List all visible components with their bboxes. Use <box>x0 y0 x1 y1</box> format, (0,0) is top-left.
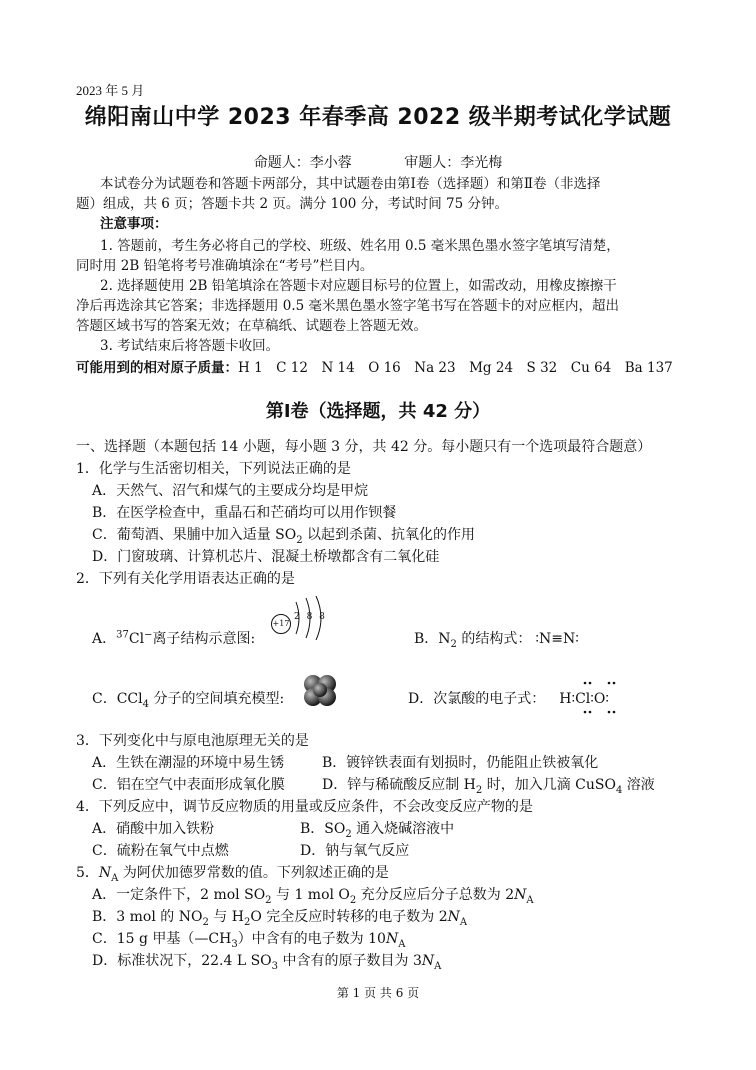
note1-line1: 1. 答题前，考生务必将自己的学校、班级、姓名用 0.5 毫米黑色墨水签字笔填写清楚， <box>100 238 620 254</box>
note2-line2: 净后再选涂其它答案；非选择题用 0.5 毫米黑色墨水签字笔书写在答题卡的对应框内，超出 <box>76 298 620 314</box>
q2-option-d: D．次氯酸的电子式： H∶Cl∶O∶ <box>408 691 610 707</box>
q2-stem: 2．下列有关化学用语表达正确的是 <box>76 571 295 587</box>
q2-option-c: C．CCl$_4$ 分子的空间填充模型: <box>92 691 285 710</box>
atom-nucleus-icon: +17 <box>271 614 291 634</box>
q4-option-d: D．钠与氧气反应 <box>300 843 410 859</box>
q1-option-c: C．葡萄酒、果脯中加入适量 $SO_2$ 以起到杀菌、抗氧化的作用 <box>92 527 476 546</box>
intro-line2: 题）组成，共 6 页；答题卡共 2 页。满分 100 分，考试时间 75 分钟。 <box>76 196 508 212</box>
note3: 3. 考试结束后将答题卡收回。 <box>100 338 280 354</box>
q3-option-a: A．生铁在潮湿的环境中易生锈 <box>92 755 285 771</box>
notes-title: 注意事项： <box>100 216 168 232</box>
q1-option-b: B．在医学检查中，重晶石和芒硝均可以用作钡餐 <box>92 505 397 521</box>
atomic-mass-line <box>76 358 673 378</box>
note1-line2: 同时用 2B 铅笔将考号准确填涂在“考号”栏目内。 <box>76 258 374 274</box>
page-footer: 第 1 页 共 6 页 <box>336 986 420 1000</box>
q4-stem: 4．下列反应中，调节反应物质的用量或反应条件，不会改变反应产物的是 <box>76 799 533 815</box>
q1-option-a: A．天然气、沼气和煤气的主要成分均是甲烷 <box>92 483 369 499</box>
q3-stem: 3．下列变化中与原电池原理无关的是 <box>76 733 309 749</box>
exam-date: 2023 年 5 月 <box>76 83 145 98</box>
atomic-mass-label: 可能用到的相对原子质量： <box>76 360 238 376</box>
q3-option-d: D．锌与稀硫酸反应制 $H_2$ 时，加入几滴 CuSO$_4$ 溶液 <box>322 777 655 796</box>
hclo-electron-formula: H∶Cl∶O∶ <box>559 691 610 707</box>
q5-option-a: A．一定条件下，2 mol $SO_2$ 与 1 mol $O_2$ 充分反应后分子总数为 $2N_A$ <box>92 887 534 906</box>
ccl4-model-icon <box>300 670 340 710</box>
q3-option-c: C．铝在空气中表面形成氧化膜 <box>92 777 285 793</box>
q4-option-c: C．硫粉在氧气中点燃 <box>92 843 229 859</box>
q1-stem: 1．化学与生活密切相关，下列说法正确的是 <box>76 461 351 477</box>
q4-option-a: A．硝酸中加入铁粉 <box>92 821 215 837</box>
q2-option-a: A．$^{37}$Cl−离子结构示意图: <box>92 629 256 647</box>
note2-line3: 答题区域书写的答案无效；在草稿纸、试题卷上答题无效。 <box>76 318 427 334</box>
section1-instructions: 一、选择题（本题包括 14 小题，每小题 3 分，共 42 分。每小题只有一个选项最符合题意） <box>76 439 652 455</box>
q5-option-b: B．3 mol 的 $NO_2$ 与 $H_2O$ 完全反应时转移的电子数为 $2N_A$ <box>92 909 468 928</box>
reviewer-label: 审题人：李光梅 <box>404 155 503 171</box>
note2-line1: 2. 选择题使用 2B 铅笔填涂在答题卡对应题目标号的位置上，如需改动，用橡皮擦擦干 <box>100 278 617 294</box>
lone-pair-dots-icon <box>576 680 626 716</box>
section1-title: 第Ⅰ卷（选择题，共 42 分） <box>265 401 491 422</box>
q5-stem: 5．$N_A$ 为阿伏加德罗常数的值。下列叙述正确的是 <box>76 865 389 884</box>
atomic-mass-values: H 1 C 12 N 14 O 16 Na 23 Mg 24 S 32 Cu 64 Ba 137 <box>238 360 673 376</box>
q1-option-d: D．门窗玻璃、计算机芯片、混凝土桥墩都含有二氧化硅 <box>92 549 440 565</box>
electron-shell-counts: 2 8 8 <box>294 612 327 622</box>
q3-option-b: B．镀锌铁表面有划损时，仍能阻止铁被氧化 <box>322 755 599 771</box>
q4-option-b: B．$SO_2$ 通入烧碱溶液中 <box>300 821 455 840</box>
q5-option-d: D．标准状况下，22.4 L $SO_3$ 中含有的原子数目为 $3N_A$ <box>92 953 442 972</box>
author-label: 命题人：李小蓉 <box>253 155 352 171</box>
intro-line1: 本试卷分为试题卷和答题卡两部分，其中试题卷由第Ⅰ卷（选择题）和第Ⅱ卷（非选择 <box>100 176 601 192</box>
q2-option-b: B．$N_2$ 的结构式： ∶N≡N∶ <box>414 631 579 650</box>
exam-title: 绵阳南山中学 2023 年春季高 2022 级半期考试化学试题 <box>84 105 672 130</box>
q5-option-c: C．15 g 甲基$(—CH_3)$中含有的电子数为 $10N_A$ <box>92 931 406 950</box>
authors-line <box>0 152 756 172</box>
